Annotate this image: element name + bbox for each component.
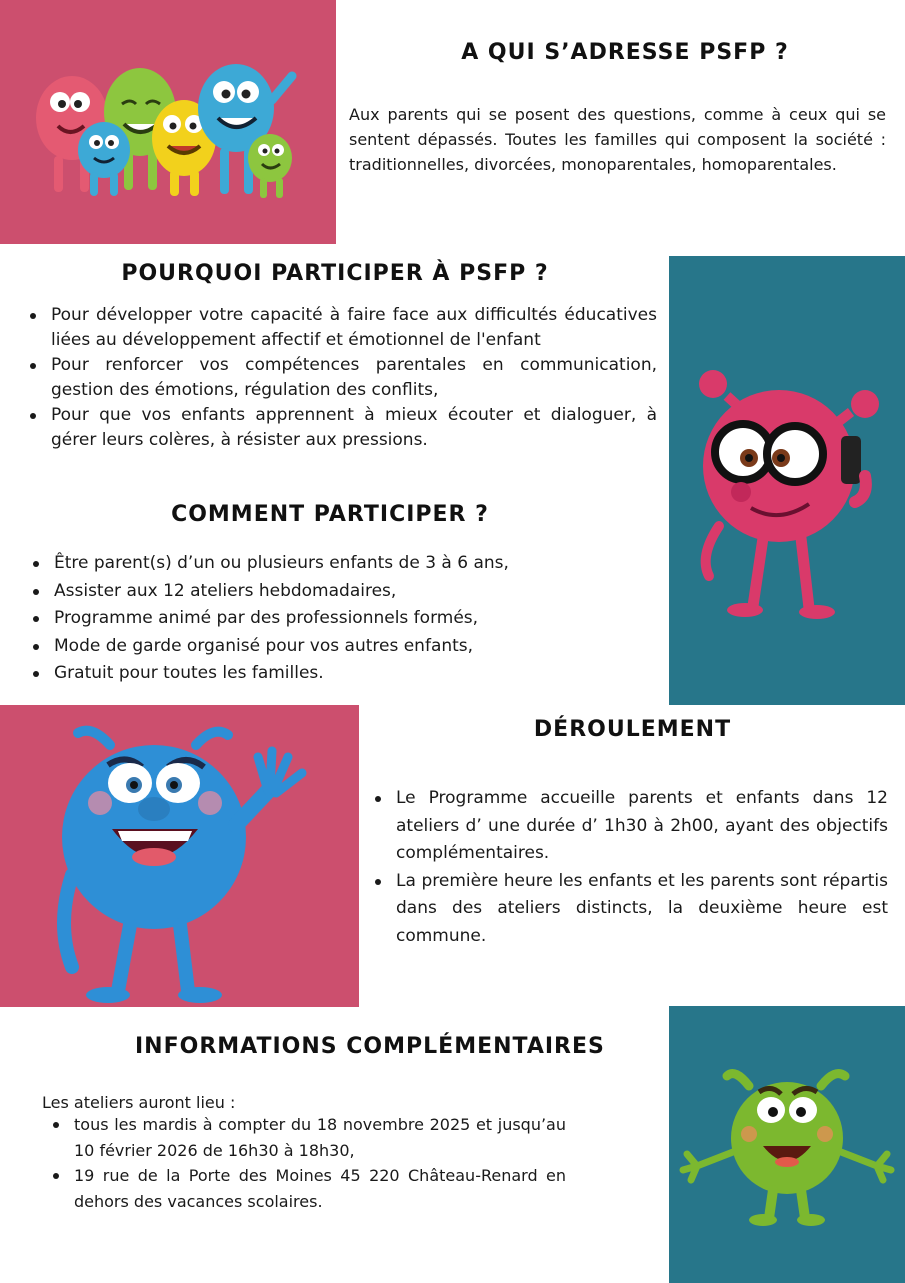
why-title: POURQUOI PARTICIPER À PSFP ? (121, 261, 549, 286)
pink-monster-panel (669, 256, 905, 705)
green-monster-panel (669, 1006, 905, 1283)
audience-title: A QUI S’ADRESSE PSFP ? (461, 40, 789, 65)
list-item: tous les mardis à compter du 18 novembre 2025 et jusqu’au 10 février 2026 de 16h30 à 18h30, (48, 1112, 566, 1163)
info-intro: Les ateliers auront lieu : (42, 1093, 236, 1112)
pink-monster-phone-illustration (669, 256, 905, 705)
monster-group-panel (0, 0, 336, 244)
flow-title: DÉROULEMENT (533, 717, 732, 742)
list-item: Programme animé par des professionnels formés, (28, 605, 628, 633)
flow-list (370, 785, 888, 950)
list-item: Pour développer votre capacité à faire face aux difficultés éducatives liées au développement affectif et émotionnel de l'enfant (25, 303, 657, 353)
list-item: Assister aux 12 ateliers hebdomadaires, (28, 578, 628, 606)
list-item: Gratuit pour toutes les familles. (28, 660, 628, 688)
monster-group-illustration (0, 0, 336, 244)
list-item: Être parent(s) d’un ou plusieurs enfants de 3 à 6 ans, (28, 550, 628, 578)
blue-monster-panel (0, 705, 359, 1007)
list-item: Pour renforcer vos compétences parentales en communication, gestion des émotions, régulation des conflits, (25, 353, 657, 403)
green-monster-illustration (669, 1006, 905, 1283)
why-list (25, 303, 657, 453)
how-title: COMMENT PARTICIPER ? (171, 502, 489, 527)
info-list (48, 1112, 566, 1214)
list-item: Pour que vos enfants apprennent à mieux écouter et dialoguer, à gérer leurs colères, à résister aux pressions. (25, 403, 657, 453)
blue-monster-waving-illustration (0, 705, 359, 1007)
list-item: La première heure les enfants et les parents sont répartis dans des ateliers distincts, la deuxième heure est commune. (370, 868, 888, 951)
list-item: Le Programme accueille parents et enfants dans 12 ateliers d’ une durée d’ 1h30 à 2h00, ayant des objectifs complémentaires. (370, 785, 888, 868)
list-item: Mode de garde organisé pour vos autres enfants, (28, 633, 628, 661)
how-list (28, 550, 628, 688)
list-item: 19 rue de la Porte des Moines 45 220 Château-Renard en dehors des vacances scolaires. (48, 1163, 566, 1214)
audience-text: Aux parents qui se posent des questions, comme à ceux qui se sentent dépassés. Toutes les familles qui composent la société : traditionnelles, divorcées, monoparentales, homoparentales. (349, 105, 886, 174)
info-title: INFORMATIONS COMPLÉMENTAIRES (135, 1034, 605, 1059)
